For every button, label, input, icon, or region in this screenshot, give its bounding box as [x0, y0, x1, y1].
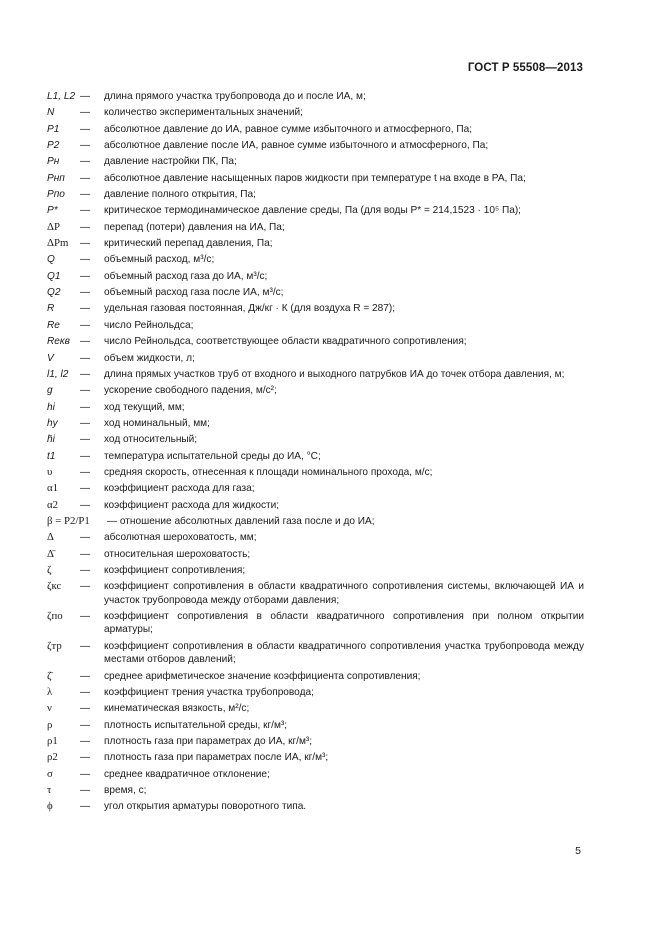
definition-text: объем жидкости, л;	[104, 352, 195, 364]
definition-symbol: Re	[47, 319, 60, 331]
definition-dash: —	[80, 548, 91, 560]
definition-symbol: ρ1	[47, 734, 58, 747]
definition-dash: —	[80, 287, 91, 299]
definition-dash: —	[80, 417, 91, 429]
definition-symbol: P2	[47, 140, 60, 152]
definition-text: средняя скорость, отнесенная к площади номинального прохода, м/с;	[104, 466, 433, 478]
definition-row	[47, 466, 584, 479]
definition-dash: —	[80, 156, 91, 168]
definition-symbol: L1, L2	[47, 91, 76, 102]
definition-dash: —	[80, 107, 91, 119]
definition-text: коэффициент сопротивления в области квадратичного сопротивления системы, включающей ИА и участок трубопровода между отборами давления;	[104, 581, 584, 606]
definition-text: число Рейнольдса, соответствующее области квадратичного сопротивления;	[104, 336, 467, 348]
definition-text: плотность испытательной среды, кг/м³;	[104, 719, 288, 731]
definition-symbol: P1	[47, 123, 60, 135]
definition-symbol: ρ	[47, 718, 53, 731]
definition-row	[47, 548, 584, 561]
definition-row	[47, 564, 584, 577]
definition-dash: —	[80, 336, 91, 348]
definition-row	[47, 433, 584, 446]
definition-text: относительная шероховатость;	[104, 548, 251, 560]
definition-row	[47, 319, 584, 332]
definition-symbol: Reкв	[47, 336, 70, 348]
definition-row	[47, 610, 584, 637]
definition-row	[47, 580, 584, 607]
definition-symbol: hi	[47, 401, 55, 413]
definition-symbol: Q	[47, 254, 55, 266]
definition-symbol: R	[47, 303, 55, 315]
definition-symbol: Δ̄	[47, 547, 54, 560]
definition-dash: —	[80, 140, 91, 152]
definition-dash: —	[80, 784, 91, 796]
definition-dash: —	[80, 499, 91, 511]
definition-dash: —	[80, 254, 91, 266]
definition-symbol: ρ2	[47, 751, 58, 764]
definition-symbol: P*	[47, 205, 58, 217]
definition-symbol: υ	[47, 465, 53, 478]
definition-symbol: ΔP	[47, 220, 60, 233]
definition-row	[47, 784, 584, 797]
definition-text: перепад (потери) давления на ИА, Па;	[104, 221, 285, 233]
definition-symbol: ζкс	[47, 580, 62, 593]
definition-text: ход номинальный, мм;	[104, 417, 210, 429]
definition-dash: —	[80, 752, 91, 764]
definition-dash: —	[80, 123, 91, 135]
definition-row	[47, 90, 584, 103]
definition-dash: —	[80, 91, 91, 102]
definition-row	[47, 384, 584, 397]
definition-row	[47, 531, 584, 544]
definition-symbol: ϕ	[47, 800, 53, 813]
definition-symbol: α2	[47, 498, 59, 511]
definition-row	[47, 640, 584, 667]
definition-text: ход относительный;	[104, 434, 198, 446]
definition-row	[47, 286, 584, 299]
definition-row	[47, 352, 584, 365]
definition-text: температура испытательной среды до ИА, °С;	[104, 450, 321, 462]
definition-dash: —	[80, 368, 91, 380]
definition-text: абсолютное давление после ИА, равное сумме избыточного и атмосферного, Па;	[104, 140, 489, 152]
definition-dash: —	[80, 640, 91, 652]
definition-dash: —	[80, 270, 91, 282]
definition-symbol: h̄i	[47, 434, 55, 446]
definition-row	[47, 106, 584, 119]
definition-symbol: Pн	[47, 156, 60, 168]
definition-text: объемный расход газа после ИА, м³/с;	[104, 287, 284, 299]
definition-symbol: Δ	[47, 531, 54, 544]
definition-text: время, с;	[104, 784, 147, 796]
definition-text: абсолютная шероховатость, мм;	[104, 532, 257, 544]
definition-row	[47, 482, 584, 495]
definition-row	[47, 670, 584, 683]
definition-row	[47, 221, 584, 234]
definition-dash: —	[80, 611, 91, 623]
definition-symbol: σ	[47, 767, 53, 780]
definition-text: коэффициент сопротивления;	[104, 564, 246, 576]
definition-text: давление полного открытия, Па;	[104, 189, 256, 201]
definition-dash: —	[80, 450, 91, 462]
definition-text: кинематическая вязкость, м²/с;	[104, 703, 250, 715]
definition-dash: —	[80, 686, 91, 698]
definition-symbol: ΔPm	[47, 237, 69, 250]
definition-row	[47, 335, 584, 348]
definition-text: длина прямого участка трубопровода до и после ИА, м;	[104, 91, 366, 102]
definition-text: число Рейнольдса;	[104, 319, 194, 331]
definition-text: ускорение свободного падения, м/с²;	[104, 385, 277, 397]
definition-symbol: α1	[47, 482, 59, 495]
definitions-list	[47, 90, 584, 817]
definition-symbol: β = P2/P1	[47, 514, 90, 527]
definition-row	[47, 702, 584, 715]
definition-text: абсолютное давление насыщенных паров жидкости при температуре t на входе в РА, Па;	[104, 172, 526, 184]
definition-dash: —	[80, 532, 91, 544]
definition-dash: —	[80, 221, 91, 233]
definition-dash: —	[80, 670, 91, 682]
definition-row	[47, 686, 584, 699]
definition-text: абсолютное давление до ИА, равное сумме избыточного и атмосферного, Па;	[104, 123, 472, 135]
definition-row	[47, 499, 584, 512]
definition-dash: —	[80, 172, 91, 184]
definition-text: ход текущий, мм;	[104, 401, 185, 413]
definition-text: объемный расход, м³/с;	[104, 254, 215, 266]
definition-symbol: ζ̄	[47, 669, 52, 682]
definition-symbol: ζпо	[47, 610, 63, 623]
definition-row	[47, 237, 584, 250]
definition-text: длина прямых участков труб от входного и выходного патрубков ИА до точек отбора давления, м;	[104, 368, 565, 380]
definition-dash: —	[80, 205, 91, 217]
definition-text: среднее арифметическое значение коэффициента сопротивления;	[104, 670, 421, 682]
definition-text: коэффициент расхода для газа;	[104, 483, 255, 495]
definition-text: коэффициент расхода для жидкости;	[104, 499, 280, 511]
definition-text: — отношение абсолютных давлений газа после и до ИА;	[107, 515, 375, 527]
definition-text: критическое термодинамическое давление среды, Па (для воды P* = 214,1523 · 10⁵ Па);	[104, 205, 521, 217]
definition-dash: —	[80, 189, 91, 201]
page-number: 5	[575, 845, 581, 857]
definition-row	[47, 172, 584, 185]
definition-row	[47, 139, 584, 152]
definition-row	[47, 123, 584, 136]
definition-row	[47, 735, 584, 748]
definition-dash: —	[80, 466, 91, 478]
definition-dash: —	[80, 564, 91, 576]
definition-symbol: t1	[47, 450, 56, 462]
definition-dash: —	[80, 581, 91, 593]
definition-dash: —	[80, 735, 91, 747]
definition-row	[47, 417, 584, 430]
definition-text: удельная газовая постоянная, Дж/кг · К (для воздуха R = 287);	[104, 303, 396, 315]
definition-row	[47, 188, 584, 201]
definition-row	[47, 450, 584, 463]
definition-row	[47, 270, 584, 283]
definition-dash: —	[80, 703, 91, 715]
definition-row	[47, 204, 584, 217]
definition-symbol: Pнп	[47, 172, 65, 184]
definition-text: критический перепад давления, Па;	[104, 238, 273, 250]
definition-dash: —	[80, 768, 91, 780]
document-header: ГОСТ Р 55508—2013	[467, 62, 583, 74]
definition-row	[47, 253, 584, 266]
definition-row	[47, 751, 584, 764]
definition-dash: —	[80, 385, 91, 397]
definition-text: объемный расход газа до ИА, м³/с;	[104, 270, 268, 282]
definition-row	[47, 368, 584, 381]
definition-dash: —	[80, 801, 91, 813]
definition-symbol: ζ	[47, 563, 52, 576]
definition-text: плотность газа при параметрах после ИА, кг/м³;	[104, 752, 329, 764]
definition-row	[47, 302, 584, 315]
definition-dash: —	[80, 303, 91, 315]
definition-text: плотность газа при параметрах до ИА, кг/м³;	[104, 735, 313, 747]
definition-text: давление настройки ПК, Па;	[104, 156, 237, 168]
definition-symbol: N	[47, 107, 55, 119]
definition-symbol: τ	[47, 783, 52, 796]
definition-text: коэффициент трения участка трубопровода;	[104, 686, 314, 698]
definition-dash: —	[80, 434, 91, 446]
definition-symbol: hy	[47, 417, 58, 429]
definition-symbol: Q1	[47, 270, 61, 282]
definition-row	[47, 401, 584, 414]
definition-symbol: g	[47, 385, 53, 397]
definition-symbol: Q2	[47, 287, 61, 299]
definition-dash: —	[80, 319, 91, 331]
definition-text: среднее квадратичное отклонение;	[104, 768, 270, 780]
definition-text: угол открытия арматуры поворотного типа.	[104, 801, 307, 813]
definition-row	[47, 515, 584, 528]
definition-text: коэффициент сопротивления в области квадратичного сопротивления участка трубопровода между местами отборов давлений;	[104, 640, 584, 666]
definition-dash: —	[80, 401, 91, 413]
definition-dash: —	[80, 352, 91, 364]
definition-dash: —	[80, 719, 91, 731]
definition-symbol: V	[47, 352, 54, 364]
definition-symbol: ν	[47, 702, 52, 715]
definition-row	[47, 800, 584, 813]
definition-symbol: Pпо	[47, 189, 65, 201]
definition-dash: —	[80, 483, 91, 495]
definition-row	[47, 719, 584, 732]
definition-symbol: λ	[47, 685, 53, 698]
definition-text: количество экспериментальных значений;	[104, 107, 303, 119]
definition-dash: —	[80, 238, 91, 250]
definition-row	[47, 768, 584, 781]
definition-symbol: ζтр	[47, 639, 62, 652]
definition-text: коэффициент сопротивления в области квадратичного сопротивления при полном открытии арматуры;	[104, 611, 584, 636]
definition-row	[47, 155, 584, 168]
definition-symbol: l1, l2	[47, 368, 69, 380]
